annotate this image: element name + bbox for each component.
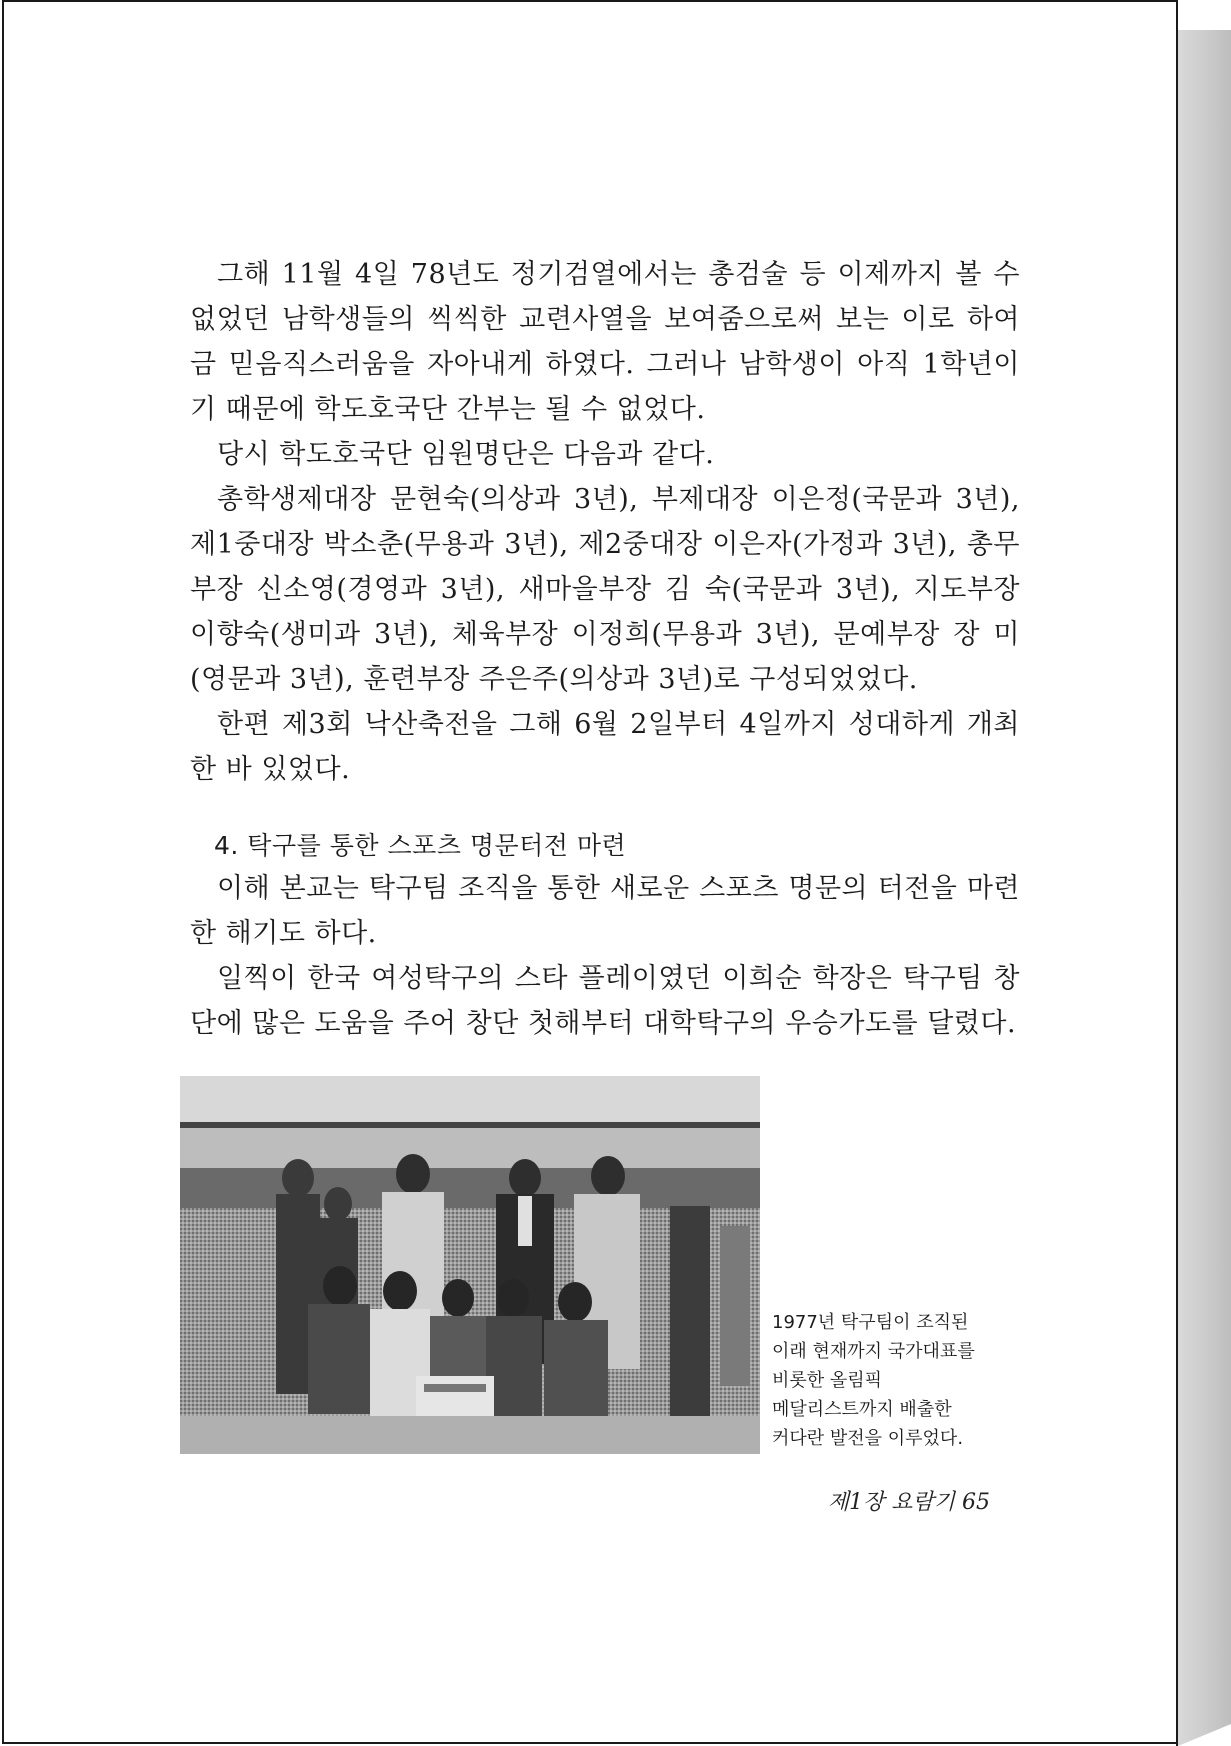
caption-line: 커다란 발전을 이루었다. bbox=[772, 1428, 964, 1449]
paragraph: 당시 학도호국단 임원명단은 다음과 같다. bbox=[217, 439, 715, 470]
page-number: 65 bbox=[962, 1490, 990, 1515]
team-photo bbox=[180, 1076, 760, 1454]
page-footer bbox=[800, 1485, 990, 1516]
caption-line: 메달리스트까지 배출한 bbox=[772, 1399, 952, 1420]
section-heading: 4. 탁구를 통한 스포츠 명문터전 마련 bbox=[214, 831, 627, 860]
team-photo-image bbox=[180, 1076, 760, 1454]
photo-caption bbox=[772, 1308, 1002, 1453]
paragraph: 그해 11월 4일 78년도 정기검열에서는 총검술 등 이제까지 볼 수 없었던 남학생들의 씩씩한 교련사열을 보여줌으로써 보는 이로 하여금 믿음직스러움을 자아내게 하였다. 그러나 남학생이 아직 1학년이기 때문에 학도호국단 간부는 될 수 없었다. bbox=[190, 259, 1020, 425]
paragraph: 이해 본교는 탁구팀 조직을 통한 새로운 스포츠 명문의 터전을 마련한 해기도 하다. bbox=[190, 873, 1020, 949]
caption-line: 이래 현재까지 국가대표를 bbox=[772, 1341, 975, 1362]
paragraph: 일찍이 한국 여성탁구의 스타 플레이였던 이희순 학장은 탁구팀 창단에 많은 도움을 주어 창단 첫해부터 대학탁구의 우승가도를 달렸다. bbox=[190, 963, 1020, 1039]
body-text bbox=[190, 252, 1020, 1046]
caption-line: 비롯한 올림픽 bbox=[772, 1370, 883, 1391]
paragraph: 총학생제대장 문현숙(의상과 3년), 부제대장 이은정(국문과 3년), 제1중대장 박소춘(무용과 3년), 제2중대장 이은자(가정과 3년), 총무부장 신소영(경영과 3년), 새마을부장 김 숙(국문과 3년), 지도부장 이향숙(생미과 3년), 체육부장 이정희(무용과 3년), 문예부장 장 미(영문과 3년), 훈련부장 주은주(의상과 3년)로 구성되었었다. bbox=[190, 484, 1020, 695]
paragraph: 한편 제3회 낙산축전을 그해 6월 2일부터 4일까지 성대하게 개최한 바 있었다. bbox=[190, 709, 1020, 785]
caption-line: 1977년 탁구팀이 조직된 bbox=[772, 1312, 969, 1333]
page-border-right bbox=[1176, 0, 1178, 1746]
chapter-label: 제1장 요람기 bbox=[827, 1490, 955, 1515]
page-stack-edge bbox=[1178, 0, 1231, 1746]
